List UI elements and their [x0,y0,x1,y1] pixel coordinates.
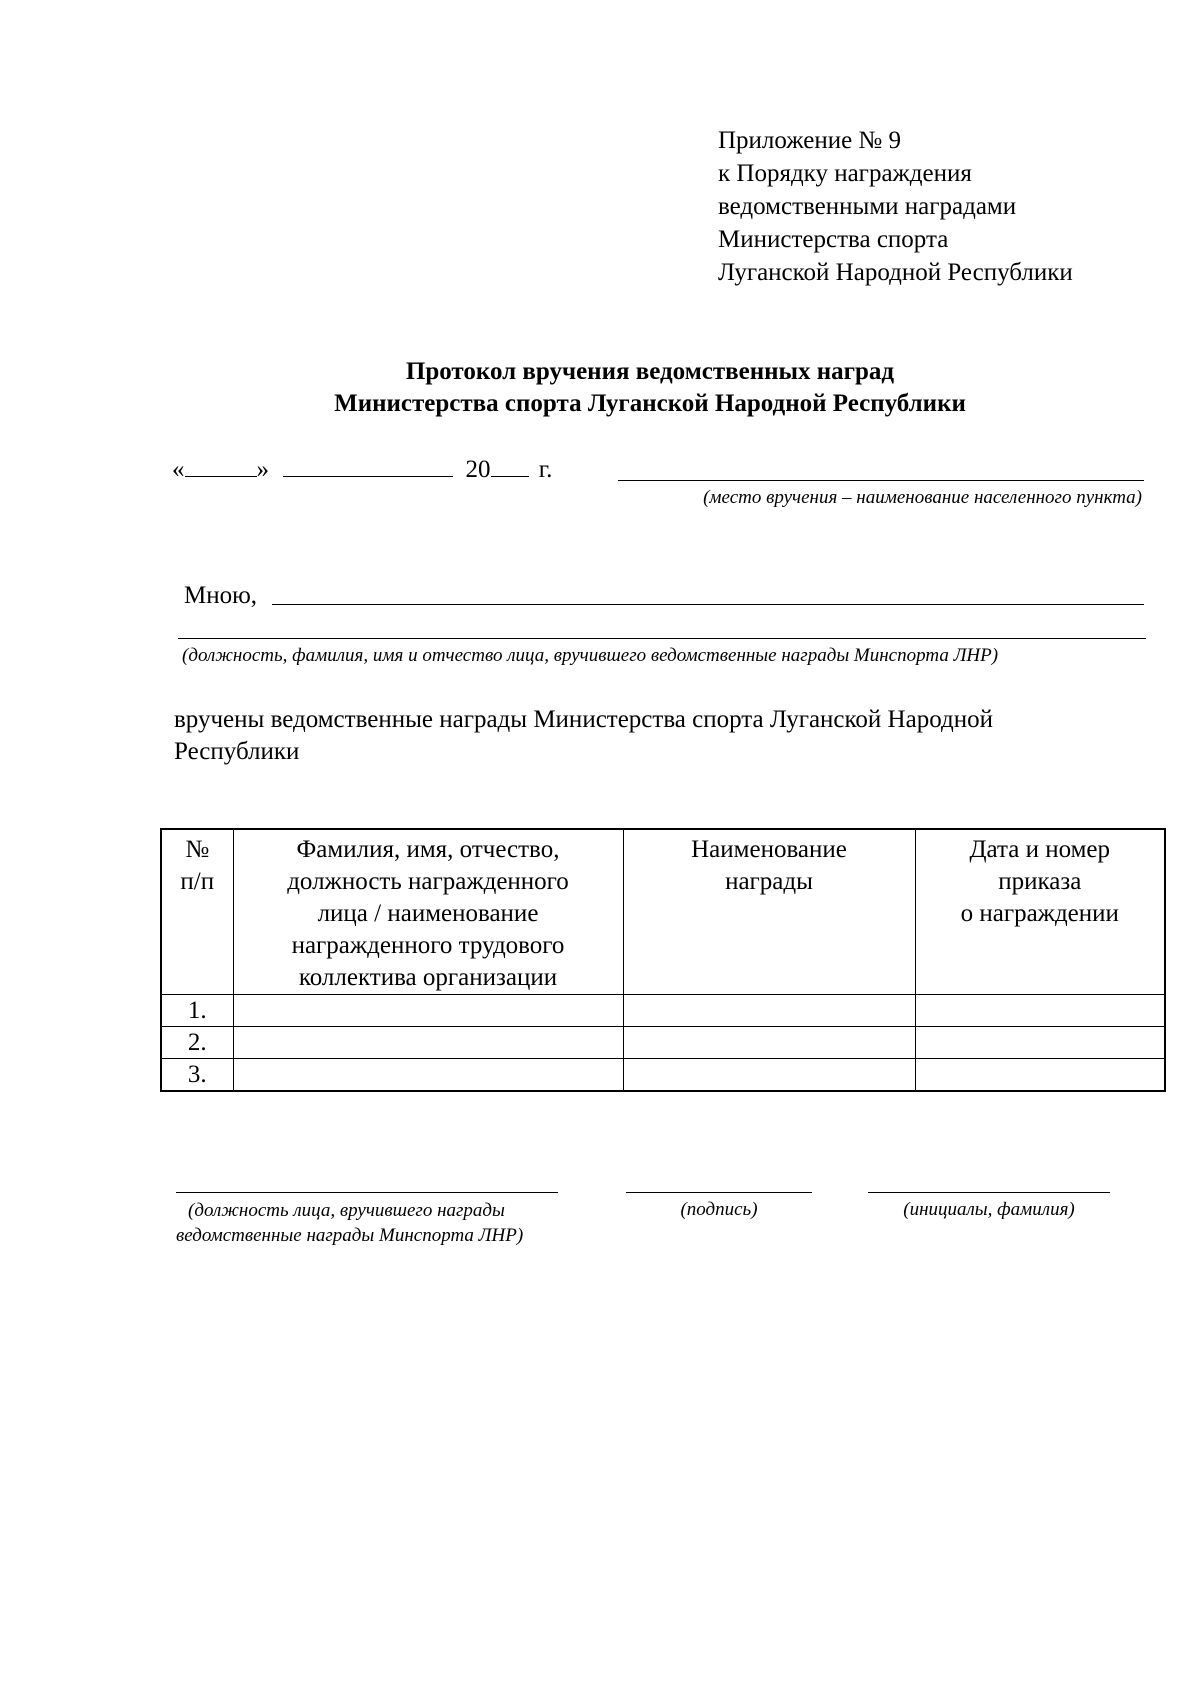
table-row [161,1059,1165,1092]
year-blank[interactable] [491,452,529,477]
signature-caption: (подпись) [680,1199,758,1220]
presenter-label: Мною, [184,582,258,609]
table-header-row [161,829,1165,995]
date-row [172,452,552,485]
day-blank[interactable] [185,452,257,477]
recipient-cell[interactable] [233,1027,623,1059]
presenter-caption: (должность, фамилия, имя и отчество лица, вручившего ведомственные награды Минспорта ЛНР) [182,645,999,666]
appendix-line: ведомственными наградами [718,193,1017,220]
name-blank[interactable] [868,1192,1110,1193]
recipient-cell[interactable] [233,1059,623,1092]
order-cell[interactable] [915,995,1165,1027]
appendix-line: Министерства спорта [718,226,949,253]
award-cell[interactable] [623,995,915,1027]
year-suffix: г. [538,456,553,483]
header-award-name: Наименование награды [623,829,915,995]
appendix-line: Луганской Народной Республики [718,259,1073,286]
header-number: № п/п [161,829,233,995]
appendix-line: к Порядку награждения [718,160,972,187]
presenter-blank[interactable] [272,604,1144,605]
row-number: 2. [161,1027,233,1059]
title-line-1: Протокол вручения ведомственных наград [405,358,895,385]
month-blank[interactable] [283,452,453,477]
place-blank[interactable] [618,480,1144,481]
award-cell[interactable] [623,1059,915,1092]
header-order: Дата и номер приказа о награждении [915,829,1165,995]
awards-table [160,828,1166,1092]
close-quote: » [256,456,269,483]
table-row [161,995,1165,1027]
position-caption: (должность лица, вручившего награды ведомственные награды Минспорта ЛНР) [176,1200,524,1246]
year-prefix: 20 [465,456,491,483]
order-cell[interactable] [915,1027,1165,1059]
signature-blank[interactable] [626,1192,812,1193]
row-number: 1. [161,995,233,1027]
statement-text [174,704,993,768]
header-recipient: Фамилия, имя, отчество, должность награжденного лица / наименование награжденного трудового коллектива организации [233,829,623,995]
order-cell[interactable] [915,1059,1165,1092]
document-title [0,356,1200,420]
title-line-2: Министерства спорта Луганской Народной Республики [334,390,966,417]
name-caption: (инициалы, фамилия) [903,1199,1075,1220]
award-cell[interactable] [623,1027,915,1059]
table-row [161,1027,1165,1059]
statement-line-1: вручены ведомственные награды Министерства спорта Луганской Народной [174,706,993,733]
appendix-block [718,124,1073,289]
row-number: 3. [161,1059,233,1092]
presenter-blank-2[interactable] [178,638,1146,639]
place-caption: (место вручения – наименование населенного пункта) [703,487,1142,508]
recipient-cell[interactable] [233,995,623,1027]
position-blank[interactable] [176,1192,558,1193]
statement-line-2: Республики [174,738,300,765]
appendix-line: Приложение № 9 [718,127,902,154]
open-quote: « [172,456,185,483]
